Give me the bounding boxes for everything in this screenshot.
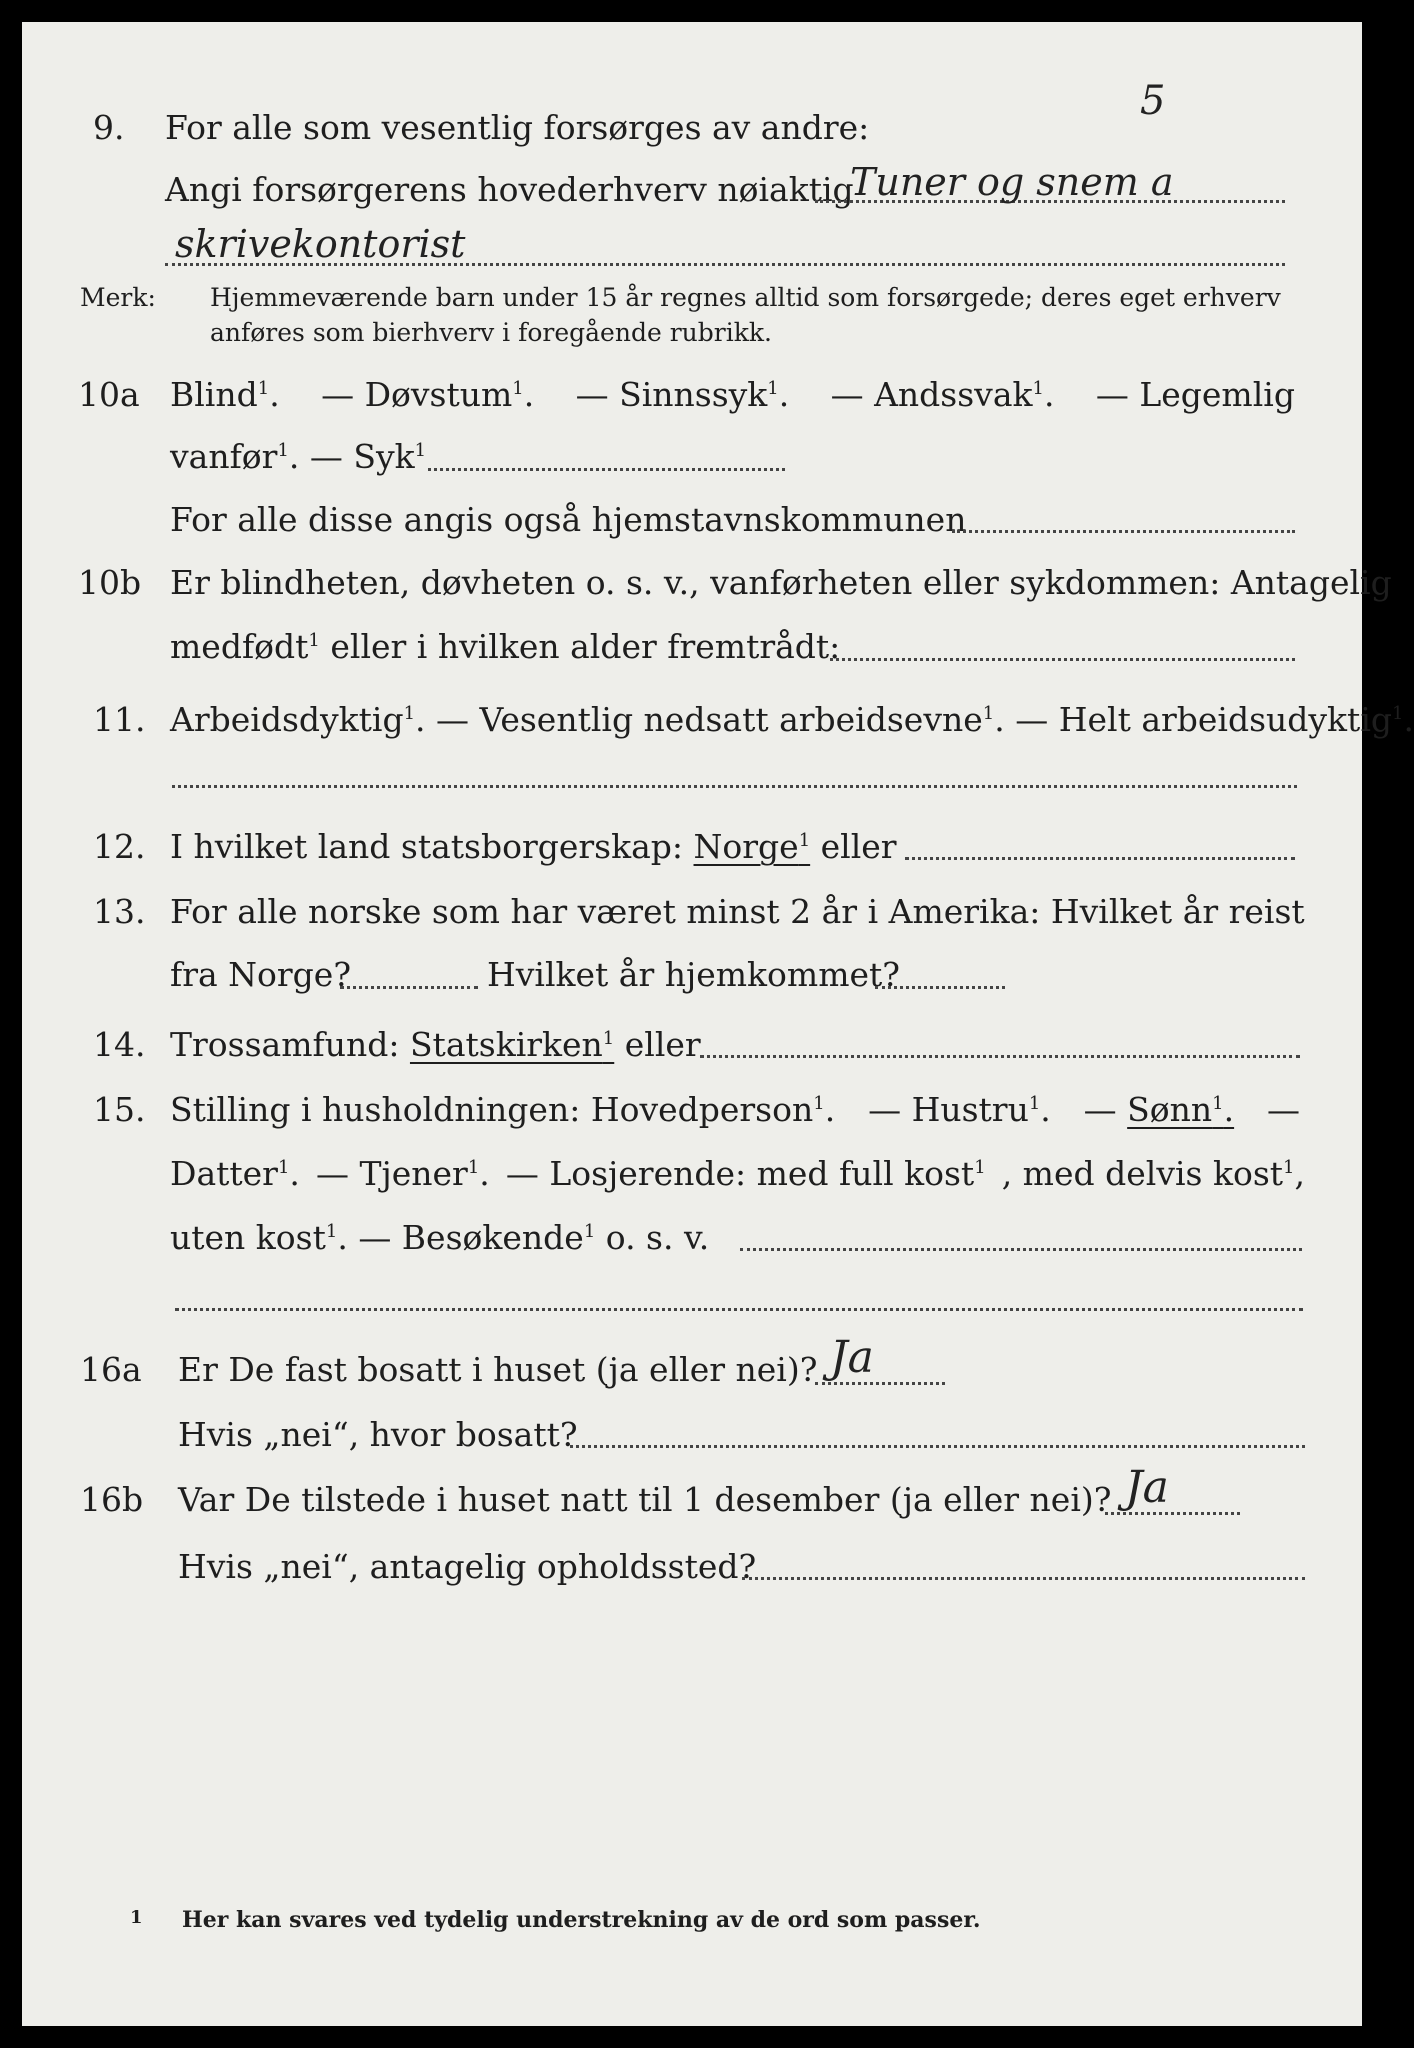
q10a-text-2 [170, 437, 426, 476]
q15-text-3: uten kost$^1$. — Besøkende$^1$ o. s. v. [170, 1218, 710, 1257]
q9-row-2 [0, 170, 1382, 220]
page-number: 5 [1140, 78, 1166, 124]
q13-reist-line[interactable] [340, 986, 478, 989]
q15-text-1: Stilling i husholdningen: Hovedperson$^1$. — Hustru$^1$. — Sønn$^1$. — [170, 1090, 1300, 1129]
q16a-handwritten-answer: Ja [830, 1332, 874, 1383]
q9-handwritten-answer-1: Tuner og snem a [850, 160, 1174, 204]
q11-option-arbeidsdyktig[interactable]: Arbeidsdyktig$^1$. [170, 700, 426, 739]
q15-row-2 [0, 1154, 1382, 1204]
q16a-row-2 [0, 1415, 1382, 1465]
q10a-syk-line[interactable] [428, 468, 785, 471]
q15-option-hustru[interactable]: — Hustru$^1$. [868, 1090, 1051, 1129]
q13-hjemkommet-line[interactable] [875, 986, 1005, 989]
q12-text: I hvilket land statsborgerskap: Norge$^1$ eller [170, 827, 897, 866]
q15-option-datter[interactable]: Datter$^1$. [170, 1154, 300, 1193]
q10b-text-2: medfødt$^1$ eller i hvilken alder fremtrådt: [170, 627, 841, 666]
q10b-text-1: Er blindheten, døvheten o. s. v., vanførheten eller sykdommen: Antagelig [170, 563, 1392, 602]
merk-label: Merk: [80, 283, 156, 312]
q16b-number: 16b [80, 1480, 144, 1519]
q10a-option-blind[interactable]: Blind$^1$. [170, 375, 280, 414]
q15-option-full-kost[interactable]: — Losjerende: med full kost$^1$ [505, 1154, 986, 1193]
q16a-bosatt-line[interactable] [570, 1445, 1305, 1448]
q10a-option-sinnssyk[interactable]: — Sinnssyk$^1$. [575, 375, 790, 414]
q11-option-nedsatt[interactable]: — Vesentlig nedsatt arbeidsevne$^1$. [436, 700, 1005, 739]
q14-number: 14. [93, 1025, 146, 1064]
q13-row-2 [0, 955, 1382, 1005]
q15-row-3 [0, 1218, 1382, 1268]
q14-text: Trossamfund: Statskirken$^1$ eller [170, 1025, 701, 1064]
q11-number: 11. [93, 700, 146, 739]
q16b-row-2 [0, 1547, 1382, 1597]
q15-text-2 [170, 1154, 1305, 1193]
q13-number: 13. [93, 892, 146, 931]
q11-option-udyktig[interactable]: — Helt arbeidsudyktig$^1$. [1015, 700, 1414, 739]
q15-option-hovedperson[interactable]: Stilling i husholdningen: Hovedperson$^1$. [170, 1090, 836, 1129]
q12-row [0, 827, 1382, 877]
q16b-row-1 [0, 1480, 1382, 1530]
q16a-row-1 [0, 1350, 1382, 1400]
q10a-options [170, 375, 1295, 414]
q10a-option-dovstum[interactable]: — Døvstum$^1$. [321, 375, 535, 414]
q12-answer-line[interactable] [905, 857, 1295, 860]
q12-option-norge[interactable]: Norge$^1$ [693, 827, 811, 866]
q10a-hjemstavn-line[interactable] [952, 530, 1295, 533]
q15-option-besokende[interactable]: — Besøkende$^1$ [358, 1218, 596, 1257]
footnote-mark: 1 [130, 1907, 143, 1928]
q10b-answer-line[interactable] [830, 658, 1295, 661]
q13-text-1: For alle norske som har været minst 2 år i Amerika: Hvilket år reist [170, 892, 1305, 931]
q10b-number: 10b [78, 563, 142, 602]
q16b-handwritten-answer: Ja [1125, 1462, 1169, 1513]
q9-text-1: For alle som vesentlig forsørges av andre: [165, 108, 870, 147]
q16a-text-1: Er De fast bosatt i huset (ja eller nei)? [178, 1350, 818, 1389]
q10a-row-2 [0, 437, 1382, 487]
merk-text-2: anføres som bierhverv i foregående rubrikk. [210, 318, 772, 347]
q10a-option-legemlig[interactable]: — Legemlig [1095, 375, 1295, 414]
q13-row-1 [0, 892, 1382, 942]
footnote-text: Her kan svares ved tydelig understrekning av de ord som passer. [182, 1907, 981, 1933]
q13-text-2a: fra Norge? [170, 955, 352, 994]
q14-option-statskirken[interactable]: Statskirken$^1$ [409, 1025, 615, 1064]
q12-number: 12. [93, 827, 146, 866]
q15-answer-line-2[interactable] [175, 1308, 1303, 1311]
q10b-row-1 [0, 563, 1392, 613]
q13-text-2b: Hvilket år hjemkommet? [487, 955, 900, 994]
q14-row [0, 1025, 1382, 1075]
q10b-row-2 [0, 627, 1382, 677]
merk-row-2 [0, 318, 1382, 368]
q16a-number: 16a [80, 1350, 142, 1389]
q9-text-2: Angi forsørgerens hovederhverv nøiaktig [165, 170, 854, 209]
q9-handwritten-answer-2: skrivekontorist [175, 222, 466, 266]
q16b-opholdssted-line[interactable] [742, 1577, 1305, 1580]
q10b-option-medfodt[interactable]: medfødt$^1$ [170, 627, 320, 666]
q15-number: 15. [93, 1090, 146, 1129]
q14-answer-line[interactable] [700, 1055, 1300, 1058]
q15-option-tjener[interactable]: — Tjener$^1$. [315, 1154, 490, 1193]
q16a-text-2: Hvis „nei“, hvor bosatt? [178, 1415, 578, 1454]
q15-option-uten-kost[interactable]: uten kost$^1$. [170, 1218, 348, 1257]
q10a-option-vanfor[interactable]: vanfør$^1$. [170, 437, 300, 476]
q16b-text-2: Hvis „nei“, antagelig opholdssted? [178, 1547, 757, 1586]
q9-number: 9. [93, 108, 125, 147]
q9-row-1 [0, 108, 1382, 158]
q15-row-1 [0, 1090, 1382, 1140]
q10a-row-3 [0, 500, 1382, 550]
q10a-option-andssvak[interactable]: — Andssvak$^1$. [830, 375, 1055, 414]
q15-answer-line-1[interactable] [740, 1248, 1302, 1251]
q11-text [170, 700, 1414, 739]
q11-answer-line[interactable] [172, 785, 1297, 788]
q10a-row-1 [0, 375, 1382, 425]
q15-option-delvis-kost[interactable]: , med delvis kost$^1$, [1001, 1154, 1305, 1193]
q11-row [0, 700, 1414, 750]
q15-option-sonn[interactable]: — Sønn$^1$. [1083, 1090, 1235, 1129]
q10a-text-3: For alle disse angis også hjemstavnskommunen [170, 500, 967, 539]
q10a-option-syk[interactable]: — Syk$^1$ [309, 437, 427, 476]
q10a-number: 10a [78, 375, 140, 414]
merk-text-1: Hjemmeværende barn under 15 år regnes alltid som forsørgede; deres eget erhverv [210, 283, 1281, 312]
q16b-text-1: Var De tilstede i huset natt til 1 desember (ja eller nei)? [178, 1480, 1112, 1519]
